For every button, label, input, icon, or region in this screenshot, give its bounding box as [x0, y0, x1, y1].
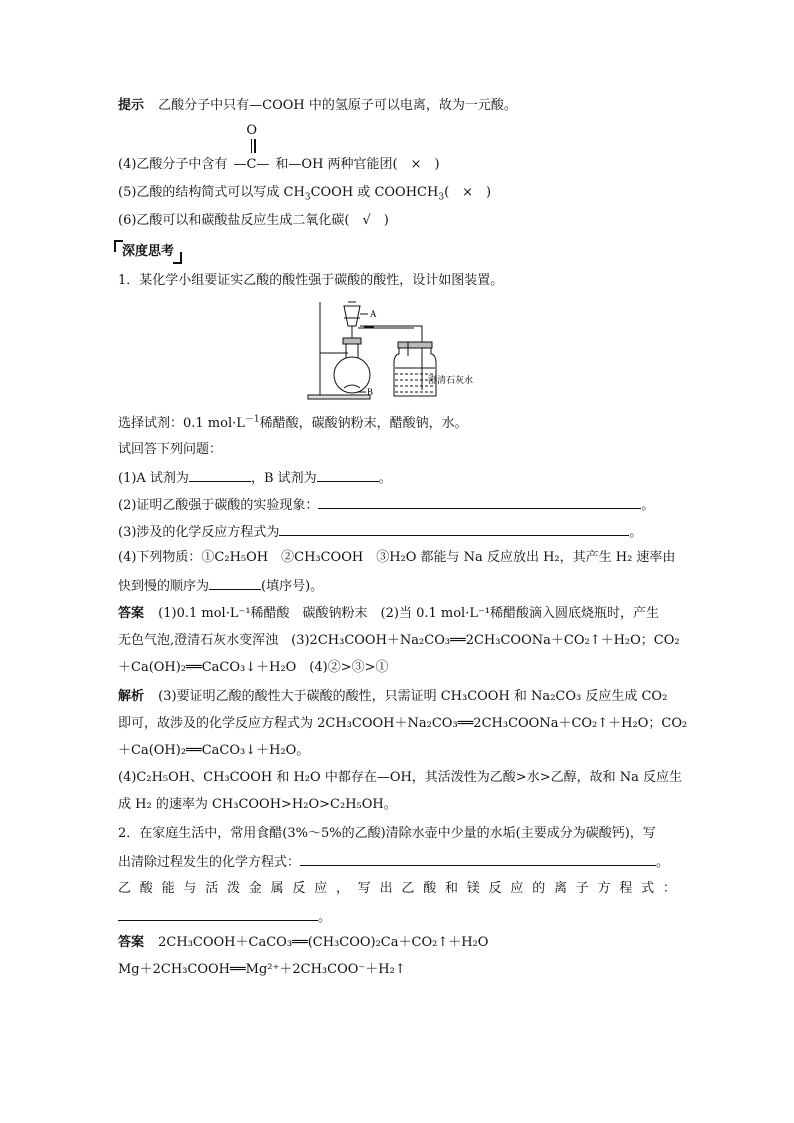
q2-answer-text-1: 2CH₃COOH＋CaCO₃══(CH₃COO)₂Ca＋CO₂↑＋H₂O: [158, 935, 489, 950]
stand-base: [308, 395, 370, 399]
apparatus-figure: [304, 298, 504, 402]
carbonyl-oxygen: O: [246, 123, 258, 138]
sub4-text-b: (填序号)。: [261, 579, 324, 594]
judgment-6-text: (6)乙酸可以和碳酸盐反应生成二氧化碳( √ ): [118, 213, 389, 228]
q1-sub2: [118, 495, 654, 515]
answer-blank-ionic[interactable]: [118, 907, 318, 921]
sub3-text-a: (3)涉及的化学反应方程式为: [118, 525, 280, 540]
judgment-5: (5)乙酸的结构简式可以写成 $CH_3COOH$ 或 $COOHCH_3$( × ): [118, 185, 492, 203]
answer-blank-b[interactable]: [317, 468, 379, 482]
q1-intro: 1．某化学小组要证实乙酸的酸性强于碳酸的酸性，设计如图装置。: [118, 273, 504, 288]
answer-blank-order[interactable]: [209, 576, 261, 590]
sub3-text-b: 。: [629, 525, 643, 540]
judgment-5-text-c: ( × ): [444, 185, 492, 200]
label-a: A: [370, 309, 377, 319]
q2-line3: 乙酸能与活泼金属反应，写出乙酸和镁反应的离子方程式：: [118, 881, 676, 896]
q2-answer-label: 答案: [118, 935, 145, 950]
sub1-text-b: ，B 试剂为: [250, 471, 317, 486]
carbonyl-group: O —C—: [233, 123, 270, 172]
q1-analysis-line4: (4)C₂H₅OH、CH₃COOH 和 H₂O 中都存在—OH，其活泼性为乙酸>水>乙醇，故和 Na 反应生: [118, 770, 682, 785]
q1-answer-line1: [118, 605, 659, 623]
q1-sub1: [118, 468, 392, 488]
q2-text-b: 。: [656, 855, 670, 870]
judgment-4-prefix: (4)乙酸分子中含有: [118, 157, 228, 172]
q1-answer-line3: ＋Ca(OH)₂══CaCO₃↓＋H₂O (4)②>③>①: [118, 660, 389, 675]
sub1-text-a: (1)A 试剂为: [118, 471, 189, 486]
analysis-text-1: (3)要证明乙酸的酸性大于碳酸的酸性，只需证明 CH₃COOH 和 Na₂CO₃ 反应生成 CO₂: [158, 689, 668, 704]
judgment-4: [118, 123, 440, 174]
q2-line4-end: 。: [318, 910, 332, 925]
q1-answer-line2: 无色气泡,澄清石灰水变浑浊 (3)2CH₃COOH＋Na₂CO₃══2CH₃COONa＋CO₂↑＋H₂O；CO₂: [118, 633, 680, 648]
carbonyl-carbon: C: [246, 157, 257, 172]
hint-line: [118, 97, 517, 115]
corner-bracket-left: [114, 240, 123, 252]
answer-blank-phenomenon[interactable]: [318, 495, 641, 509]
answer-blank-descale[interactable]: [300, 852, 656, 866]
hint-text: 乙酸分子中只有—COOH 中的氢原子可以电离，故为一元酸。: [158, 98, 517, 113]
answer-blank-a[interactable]: [189, 468, 251, 482]
label-lime-water: 澄清石灰水: [428, 376, 474, 386]
judgment-5-text-a: (5)乙酸的结构简式可以写成 CH: [118, 185, 305, 200]
q2-answer-line1: [118, 934, 488, 952]
separatory-funnel: [344, 306, 360, 326]
hint-label: 提示: [118, 98, 145, 113]
q2-answer-line2: Mg＋2CH₃COOH══Mg²⁺＋2CH₃COO⁻＋H₂↑: [118, 962, 406, 977]
corner-bracket-right: [173, 252, 182, 264]
q2-text-a: 出清除过程发生的化学方程式：: [118, 855, 301, 870]
sub2-text-a: (2)证明乙酸强于碳酸的实验现象：: [118, 498, 319, 513]
label-b: B: [367, 387, 374, 397]
q2-line1: 2．在家庭生活中，常用食醋(3%～5%的乙酸)清除水壶中少量的水垢(主要成分为碳酸钙)，写: [118, 826, 656, 841]
q1-analysis-line3: ＋Ca(OH)₂══CaCO₃↓＋H₂O。: [118, 743, 310, 758]
sub1-text-c: 。: [378, 471, 392, 486]
sub4-text-a: 快到慢的顺序为: [118, 579, 210, 594]
carbonyl-double-bond: [251, 139, 253, 153]
q1-sub4-line2: [118, 576, 323, 596]
q2-line4: [118, 907, 331, 927]
answer-blank-equation[interactable]: [279, 522, 629, 536]
reagents-text-b: 稀醋酸，碳酸钠粉末，醋酸钠，水。: [259, 416, 468, 431]
section-title: 深度思考: [122, 244, 175, 259]
gas-bottle: [394, 348, 436, 396]
q2-line2: [118, 852, 669, 872]
section-title-box: [114, 243, 182, 261]
q1-reagents: 选择试剂：0.1 $mol\cdot L^{-1}$稀醋酸，碳酸钠粉末，醋酸钠，水。: [118, 414, 468, 431]
judgment-4-rest: 和—OH 两种官能团( × ): [275, 157, 440, 172]
q1-sub3: [118, 522, 642, 542]
answer-text-1: (1)0.1 mol·L⁻¹稀醋酸 碳酸钠粉末 (2)当 0.1 mol·L⁻¹稀醋酸滴入圆底烧瓶时，产生: [158, 606, 660, 621]
round-flask: [334, 357, 370, 393]
q1-analysis-line2: 即可，故涉及的化学反应方程式为 2CH₃COOH＋Na₂CO₃══2CH₃COONa＋CO₂↑＋H₂O；CO₂: [118, 716, 688, 731]
judgment-5-text-b: COOH 或 COOHCH: [310, 185, 439, 200]
q1-analysis-line1: [118, 688, 667, 706]
flask-stopper: [343, 338, 361, 344]
answer-label: 答案: [118, 606, 145, 621]
sub2-text-b: 。: [641, 498, 655, 513]
analysis-label: 解析: [118, 689, 145, 704]
bottle-stopper: [398, 342, 432, 348]
q1-analysis-line5: 成 H₂ 的速率为 CH₃COOH>H₂O>C₂H₅OH。: [118, 797, 397, 812]
q1-sub4-line1: (4)下列物质：①C₂H₅OH ②CH₃COOH ③H₂O 都能与 Na 反应放出 H₂，其产生 H₂ 速率由: [118, 550, 676, 565]
judgment-6: [118, 212, 389, 230]
reagents-text-a: 选择试剂：0.1 mol·L: [118, 416, 245, 431]
q1-ask: 试回答下列问题：: [118, 442, 223, 457]
